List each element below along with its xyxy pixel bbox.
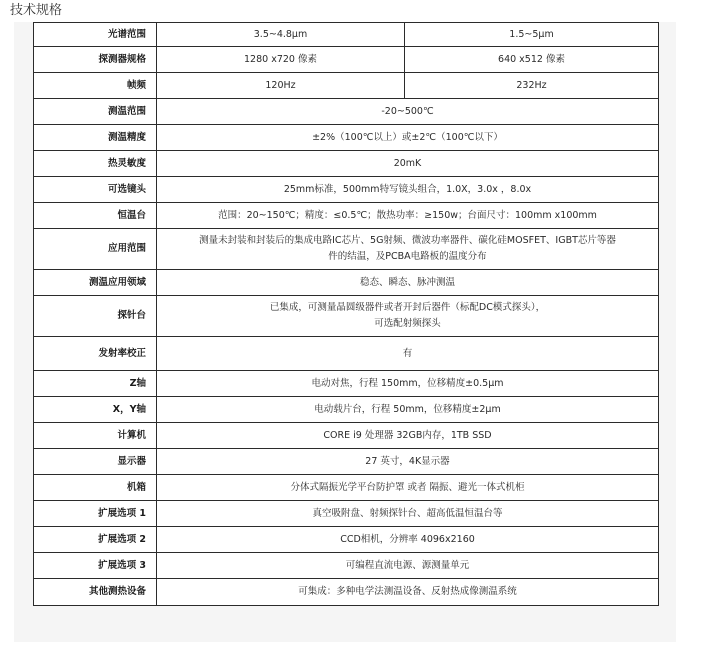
table-row <box>34 337 659 371</box>
table-row <box>34 151 659 177</box>
table-row <box>34 475 659 501</box>
spec-value-line: 已集成，可测量晶圆级器件或者开封后器件（标配DC模式探头）， <box>269 302 546 313</box>
spec-label: 发射率校正 <box>34 337 157 371</box>
spec-value: -20~500℃ <box>157 99 659 125</box>
spec-label: 测温精度 <box>34 125 157 151</box>
spec-value: 电动载片台，行程 50mm，位移精度±2μm <box>157 397 659 423</box>
spec-label: 帧频 <box>34 73 157 99</box>
table-row <box>34 99 659 125</box>
spec-table <box>33 22 659 606</box>
spec-value: CORE i9 处理器 32GB内存，1TB SSD <box>157 423 659 449</box>
spec-value: 1.5~5μm <box>405 23 659 47</box>
spec-value: 分体式隔振光学平台防护罩 或者 隔振、避光一体式机柜 <box>157 475 659 501</box>
table-row <box>34 229 659 270</box>
spec-label: 扩展选项 1 <box>34 501 157 527</box>
table-row <box>34 177 659 203</box>
spec-label: 热灵敏度 <box>34 151 157 177</box>
spec-value <box>157 296 659 337</box>
table-row <box>34 553 659 579</box>
spec-label: 探针台 <box>34 296 157 337</box>
spec-value: 1280 x720 像素 <box>157 47 405 73</box>
spec-value: 20mK <box>157 151 659 177</box>
spec-label: 显示器 <box>34 449 157 475</box>
table-row <box>34 73 659 99</box>
spec-value: 真空吸附盘、射频探针台、超高低温恒温台等 <box>157 501 659 527</box>
spec-value: 有 <box>157 337 659 371</box>
spec-label: 可选镜头 <box>34 177 157 203</box>
spec-value: 电动对焦，行程 150mm，位移精度±0.5μm <box>157 371 659 397</box>
spec-value: 640 x512 像素 <box>405 47 659 73</box>
table-row <box>34 371 659 397</box>
spec-value: 232Hz <box>405 73 659 99</box>
spec-value: CCD相机，分辨率 4096x2160 <box>157 527 659 553</box>
spec-value <box>157 229 659 270</box>
table-row <box>34 501 659 527</box>
table-row <box>34 47 659 73</box>
spec-value: 120Hz <box>157 73 405 99</box>
spec-value: 27 英寸，4K显示器 <box>157 449 659 475</box>
page-title: 技术规格 <box>10 3 63 18</box>
table-row <box>34 579 659 606</box>
table-row <box>34 527 659 553</box>
spec-value-line: 测量未封装和封装后的集成电路IC芯片、5G射频、微波功率器件、碳化硅MOSFET、IGBT芯片等器 <box>199 235 616 246</box>
spec-value: 可集成：多种电学法测温设备、反射热成像测温系统 <box>157 579 659 606</box>
spec-label: 探测器规格 <box>34 47 157 73</box>
spec-label: 扩展选项 2 <box>34 527 157 553</box>
spec-label: 恒温台 <box>34 203 157 229</box>
table-row <box>34 203 659 229</box>
table-row <box>34 23 659 47</box>
table-row <box>34 296 659 337</box>
spec-value: 稳态、瞬态、脉冲测温 <box>157 270 659 296</box>
spec-label: X，Y轴 <box>34 397 157 423</box>
spec-value: 范围：20~150℃；精度：≤0.5℃；散热功率：≥150w；台面尺寸：100mm x100mm <box>157 203 659 229</box>
spec-label: 测温范围 <box>34 99 157 125</box>
table-row <box>34 397 659 423</box>
spec-label: 测温应用领域 <box>34 270 157 296</box>
spec-label: 其他测热设备 <box>34 579 157 606</box>
spec-label: 机箱 <box>34 475 157 501</box>
spec-value: 可编程直流电源、源测量单元 <box>157 553 659 579</box>
table-row <box>34 125 659 151</box>
spec-value-line: 件的结温，及PCBA电路板的温度分布 <box>328 251 487 262</box>
table-row <box>34 270 659 296</box>
spec-label: Z轴 <box>34 371 157 397</box>
spec-label: 应用范围 <box>34 229 157 270</box>
spec-label: 扩展选项 3 <box>34 553 157 579</box>
spec-label: 光谱范围 <box>34 23 157 47</box>
spec-value: ±2%（100℃以上）或±2℃（100℃以下） <box>157 125 659 151</box>
spec-value-line: 可选配射频探头 <box>374 318 441 329</box>
spec-label: 计算机 <box>34 423 157 449</box>
spec-value: 25mm标准，500mm特写镜头组合，1.0X，3.0x ，8.0x <box>157 177 659 203</box>
spec-value: 3.5~4.8μm <box>157 23 405 47</box>
table-row <box>34 423 659 449</box>
table-row <box>34 449 659 475</box>
